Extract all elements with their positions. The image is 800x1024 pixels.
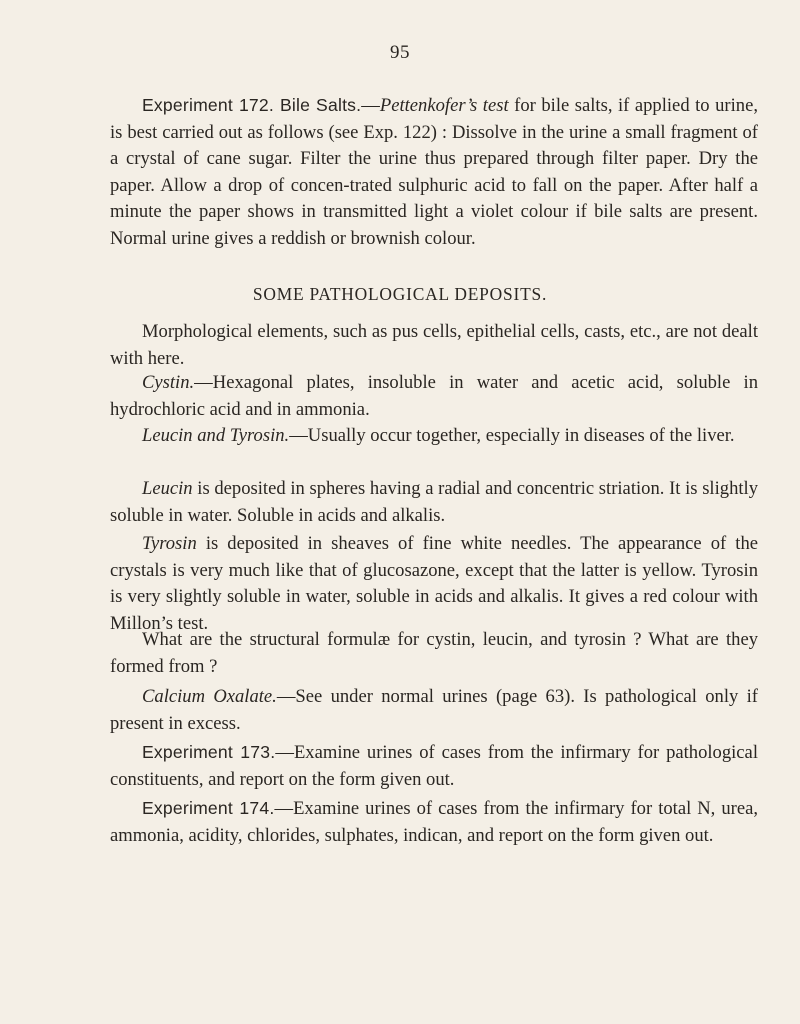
calcium-oxalate-paragraph (110, 684, 758, 737)
experiment-173-paragraph (110, 739, 758, 793)
experiment-172-paragraph (110, 92, 758, 252)
calcium-oxalate-text: —See under normal urines (page 63). Is pathological only if present in excess. (110, 686, 758, 734)
leucin-term: Leucin (142, 478, 193, 499)
leucin-tyrosin-term: Leucin and Tyrosin. (142, 425, 290, 446)
question-paragraph (110, 627, 758, 680)
experiment-174-label: Experiment 174. (142, 798, 275, 818)
morphological-paragraph (110, 319, 758, 372)
experiment-173-text: —Examine urines of cases from the infirmary for pathological constituents, and report on the form given out. (110, 742, 758, 790)
experiment-172-text: for bile salts, if applied to urine, is best carried out as follows (see Exp. 122) : Dissolve in the urine a small fragment of a crystal of cane sugar. Filter the urine thus prepared through filter paper. Dry the paper. Allow a drop of concen-trated sulphuric acid to fall on the paper. After half a minute the paper shows in transmitted light a violet colour if bile salts are present. Normal urine gives a reddish or brownish colour. (110, 95, 758, 249)
calcium-oxalate-term: Calcium Oxalate. (142, 686, 277, 707)
tyrosin-term: Tyrosin (142, 533, 197, 554)
cystin-text: —Hexagonal plates, insoluble in water and acetic acid, soluble in hydrochloric acid and in ammonia. (110, 372, 758, 420)
tyrosin-text: is deposited in sheaves of fine white needles. The appearance of the crystals is very much like that of glucosazone, except that the latter is yellow. Tyrosin is very slightly soluble in water, soluble in acids and alkalis. It gives a red colour with Millon’s test. (110, 533, 758, 634)
experiment-173-label: Experiment 173. (142, 742, 276, 762)
experiment-172-test-name: Pettenkofer’s test (379, 95, 509, 116)
experiment-172-label: Experiment 172. Bile Salts. (142, 95, 362, 115)
leucin-tyrosin-text: —Usually occur together, especially in diseases of the liver. (289, 425, 735, 446)
leucin-tyrosin-paragraph (110, 423, 758, 450)
cystin-paragraph (110, 370, 758, 423)
experiment-174-paragraph (110, 795, 758, 849)
section-heading: SOME PATHOLOGICAL DEPOSITS. (252, 284, 548, 304)
cystin-term: Cystin. (142, 372, 195, 393)
leucin-text: is deposited in spheres having a radial and concentric striation. It is slightly soluble in water. Soluble in acids and alkalis. (110, 478, 758, 526)
question-text: What are the structural formulæ for cystin, leucin, and tyrosin ? What are they formed from ? (110, 629, 758, 677)
experiment-174-text: —Examine urines of cases from the infirmary for total N, urea, ammonia, acidity, chlorides, sulphates, indican, and report on the form given out. (110, 798, 758, 846)
leucin-paragraph (110, 476, 758, 529)
tyrosin-paragraph (110, 531, 758, 637)
page-number: 95 (390, 42, 410, 63)
morphological-text: Morphological elements, such as pus cells, epithelial cells, casts, etc., are not dealt with here. (110, 321, 758, 369)
experiment-172-dash: — (361, 95, 380, 116)
